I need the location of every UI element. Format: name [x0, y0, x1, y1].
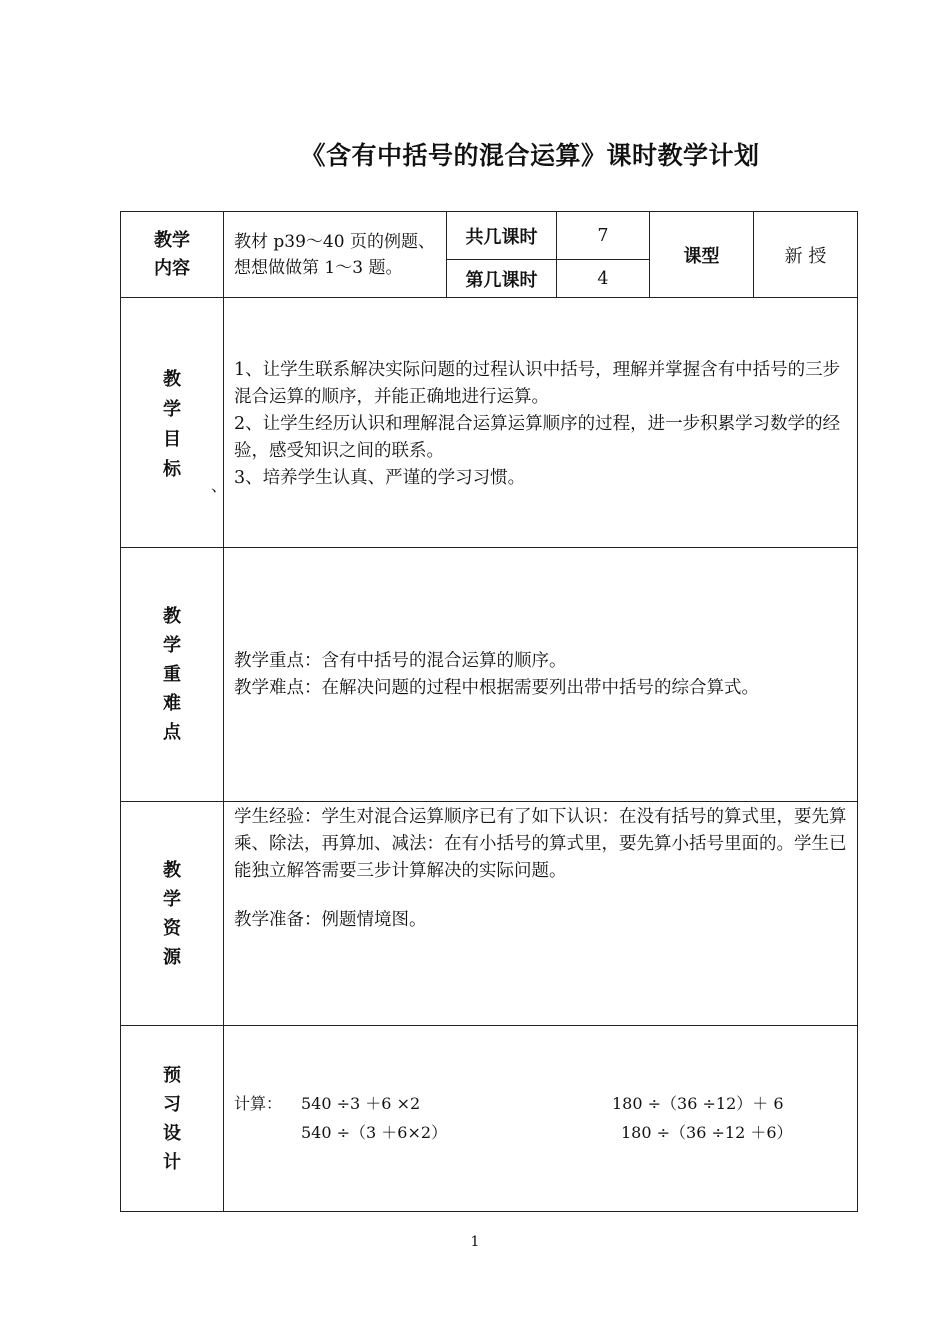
teaching-difficulty: 教学难点：在解决问题的过程中根据需要列出带中括号的综合算式。	[234, 677, 759, 698]
keypoints-label: 教学重难点	[163, 606, 181, 743]
resources-content	[224, 802, 858, 1026]
content-value: 教材 p39～40 页的例题、想想做做第 1～3 题。	[224, 212, 447, 298]
lesson-type-value: 新 授	[754, 212, 858, 298]
calc-expression-1: 540 ÷3 ＋6 ×2	[301, 1093, 421, 1113]
preview-label-cell	[121, 1026, 224, 1212]
nth-lesson-label: 第几课时	[447, 260, 557, 298]
lesson-type-label: 课型	[650, 212, 754, 298]
page-number: 1	[470, 1234, 480, 1250]
page-title: 《含有中括号的混合运算》课时教学计划	[300, 141, 760, 170]
resources-label: 教学资源	[163, 859, 181, 968]
calc-prefix: 计算：	[234, 1093, 283, 1113]
nth-lesson-value: 4	[557, 260, 650, 298]
goal-item: 3、培养学生认真、严谨的学习习惯。	[234, 468, 526, 488]
calculation-exercises	[224, 1089, 857, 1149]
calc-expression-2: 180 ÷（36 ÷12）＋ 6	[612, 1093, 784, 1113]
teaching-focus: 教学重点：含有中括号的混合运算的顺序。	[234, 650, 567, 671]
teaching-preparation: 教学准备：例题情境图。	[234, 910, 427, 930]
stray-punctuation-mark: 、	[211, 476, 228, 495]
goals-label-cell	[121, 298, 224, 548]
resources-label-cell	[121, 802, 224, 1026]
student-experience: 学生经验：学生对混合运算顺序已有了如下认识：在没有括号的算式里，要先算乘、除法，再算加、减法：在有小括号的算式里，要先算小括号里面的。学生已能独立解答需要三步计算解决的实际问题。	[234, 807, 847, 881]
preview-label: 预习设计	[163, 1064, 181, 1173]
calc-expression-3: 540 ÷（3 ＋6×2）	[301, 1122, 448, 1142]
goals-content	[224, 298, 858, 548]
total-lessons-label: 共几课时	[447, 212, 557, 260]
keypoints-content	[224, 548, 858, 802]
keypoints-label-cell	[121, 548, 224, 802]
goal-item: 1、让学生联系解决实际问题的过程认识中括号，理解并掌握含有中括号的三步混合运算的顺序，并能正确地进行运算。	[234, 360, 841, 407]
preview-content	[224, 1026, 858, 1212]
content-label: 教学内容	[154, 229, 190, 279]
total-lessons-value: 7	[557, 212, 650, 260]
calc-expression-4: 180 ÷（36 ÷12 ＋6）	[621, 1122, 793, 1142]
goal-item: 2、让学生经历认识和理解混合运算运算顺序的过程，进一步积累学习数学的经验，感受知识之间的联系。	[234, 414, 841, 461]
lesson-plan-table	[120, 211, 858, 1212]
goals-label: 教学目标	[163, 368, 181, 480]
content-label-cell	[121, 212, 224, 298]
